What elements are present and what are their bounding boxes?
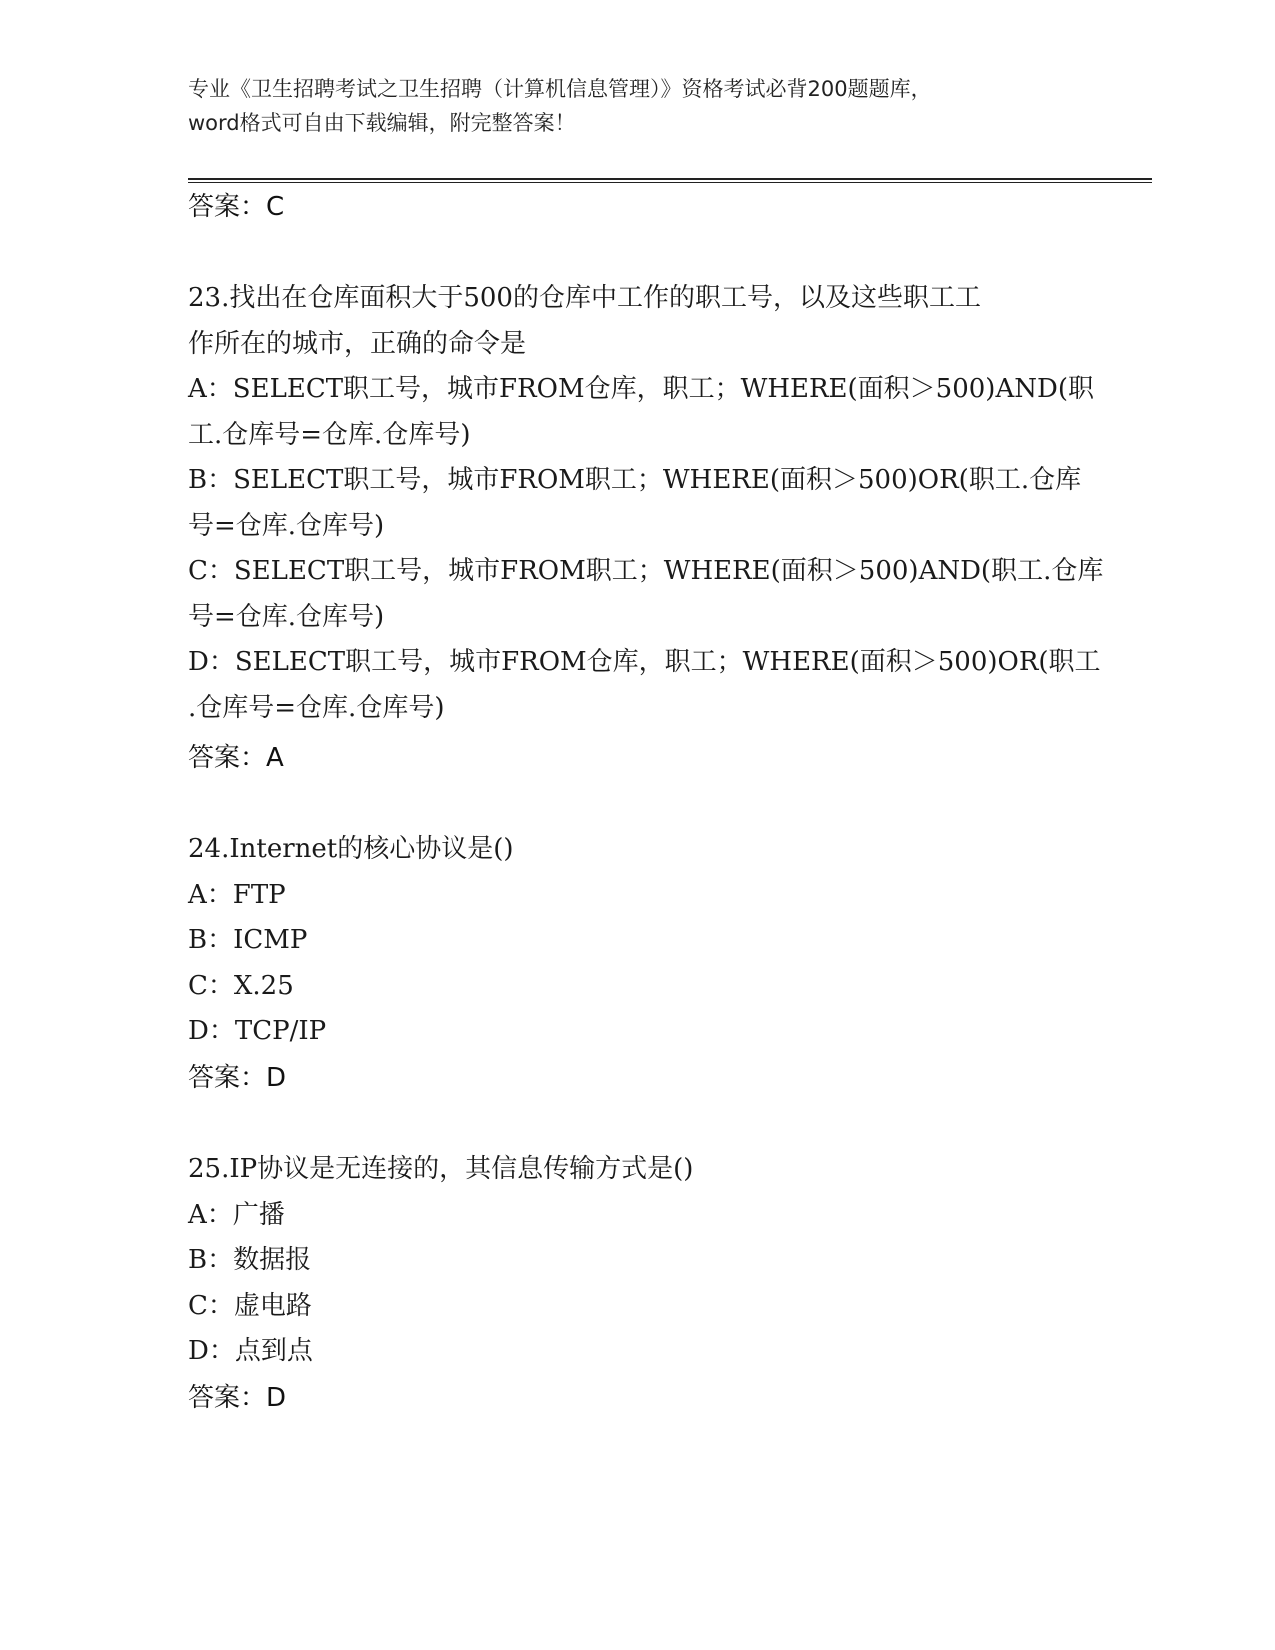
question-23-option-d-cont: .仓库号=仓库.仓库号) xyxy=(188,692,445,723)
header-line-2: word格式可自由下载编辑，附完整答案！ xyxy=(188,111,576,135)
question-23-answer: 答案：A xyxy=(188,743,284,773)
question-23 xyxy=(188,276,1104,731)
question-24-stem: 24.Internet的核心协议是() xyxy=(188,834,514,864)
question-25-option-c: C：虚电路 xyxy=(188,1290,312,1321)
question-23-option-c: C：SELECT职工号，城市FROM职工；WHERE(面积＞500)AND(职工.仓库 xyxy=(188,556,1104,586)
question-23-option-a-cont: 工.仓库号=仓库.仓库号) xyxy=(188,419,471,450)
question-24-answer: 答案：D xyxy=(188,1063,287,1093)
question-24-option-a: A：FTP xyxy=(188,879,286,910)
header-divider xyxy=(188,178,1152,183)
question-24-option-c: C：X.25 xyxy=(188,970,294,1001)
question-23-stem-line-2: 作所在的城市，正确的命令是 xyxy=(188,328,527,359)
question-25-option-a: A：广播 xyxy=(188,1199,285,1230)
question-23-option-c-cont: 号=仓库.仓库号) xyxy=(188,601,385,632)
header-line-1: 专业《卫生招聘考试之卫生招聘（计算机信息管理）》资格考试必背200题题库， xyxy=(188,77,932,101)
question-25-answer: 答案：D xyxy=(188,1383,287,1413)
question-23-option-a: A：SELECT职工号，城市FROM仓库，职工；WHERE(面积＞500)AND(职 xyxy=(188,374,1094,404)
question-23-option-b: B：SELECT职工号，城市FROM职工；WHERE(面积＞500)OR(职工.仓库 xyxy=(188,465,1082,495)
question-24-option-d: D：TCP/IP xyxy=(188,1016,327,1046)
question-23-stem-line-1: 23.找出在仓库面积大于500的仓库中工作的职工号，以及这些职工工 xyxy=(188,283,981,313)
question-23-option-b-cont: 号=仓库.仓库号) xyxy=(188,510,385,541)
question-25-stem: 25.IP协议是无连接的，其信息传输方式是() xyxy=(188,1154,694,1184)
question-25-option-b: B：数据报 xyxy=(188,1245,312,1275)
question-24-option-b: B：ICMP xyxy=(188,925,308,955)
question-25-option-d: D：点到点 xyxy=(188,1336,313,1366)
previous-answer: 答案：C xyxy=(188,192,285,222)
question-24 xyxy=(188,827,1088,1055)
question-23-option-d: D：SELECT职工号，城市FROM仓库，职工；WHERE(面积＞500)OR(职工 xyxy=(188,647,1101,677)
document-header xyxy=(188,72,1068,140)
question-25 xyxy=(188,1147,1088,1375)
